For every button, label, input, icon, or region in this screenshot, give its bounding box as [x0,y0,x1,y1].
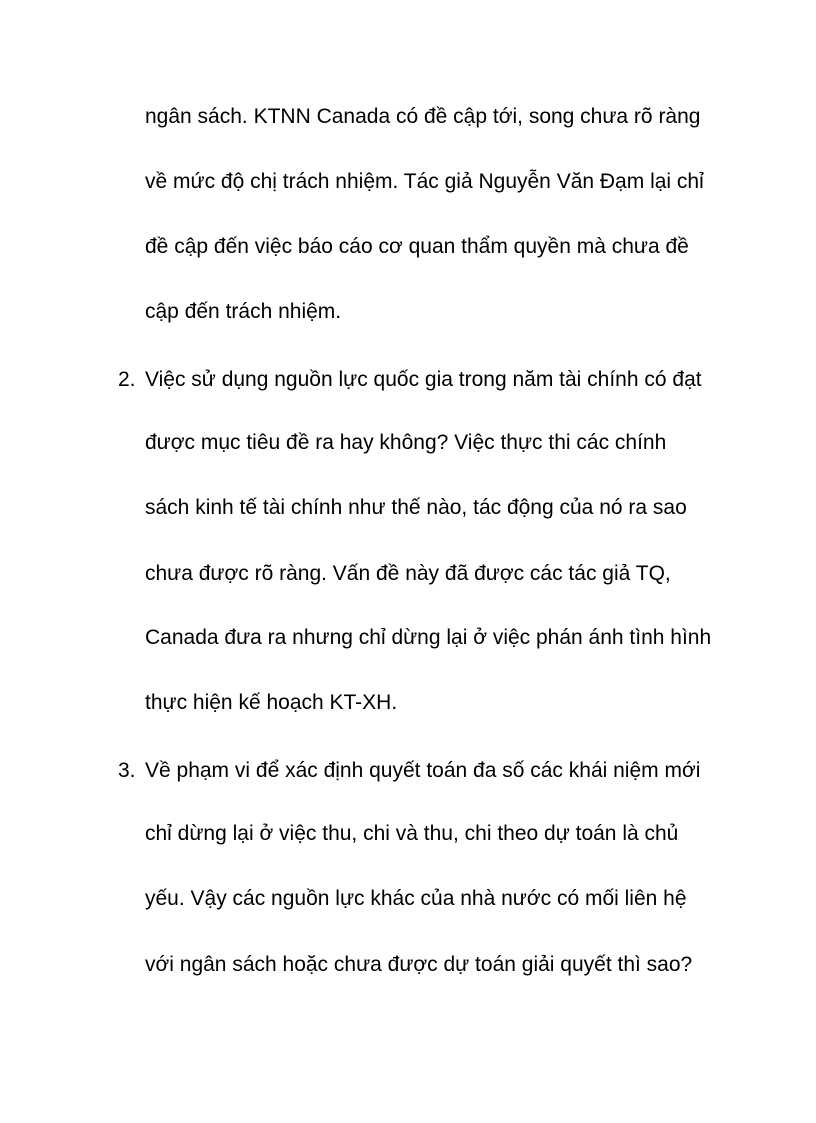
list-item-line: chỉ dừng lại ở việc thu, chi và thu, chi theo dự toán là chủ [145,822,679,845]
paragraph-line: đề cập đến việc báo cáo cơ quan thẩm quyền mà chưa đề [145,235,689,258]
list-item-line: sách kinh tế tài chính như thế nào, tác động của nó ra sao [145,496,687,519]
list-item-line: được mục tiêu đề ra hay không? Việc thực thi các chính [145,431,667,454]
list-item-number: 2. [118,368,136,391]
list-item-number: 3. [118,759,136,782]
paragraph-line: về mức độ chị trách nhiệm. Tác giả Nguyễn Văn Đạm lại chỉ [145,170,704,193]
list-item-line: Về phạm vi để xác định quyết toán đa số các khái niệm mới [145,759,701,782]
list-item-line: Việc sử dụng nguồn lực quốc gia trong năm tài chính có đạt [145,368,702,391]
list-item-line: với ngân sách hoặc chưa được dự toán giải quyết thì sao? [145,953,693,976]
list-item-line: yếu. Vậy các nguồn lực khác của nhà nước có mối liên hệ [145,887,687,910]
list-item-line: chưa được rõ ràng. Vấn đề này đã được các tác giả TQ, [145,562,671,585]
paragraph-line: ngân sách. KTNN Canada có đề cập tới, song chưa rõ ràng [145,105,701,128]
paragraph-line: cập đến trách nhiệm. [145,300,342,323]
list-item-line: Canada đưa ra nhưng chỉ dừng lại ở việc phán ánh tình hình [145,626,712,649]
list-item-line: thực hiện kế hoạch KT-XH. [145,691,398,714]
